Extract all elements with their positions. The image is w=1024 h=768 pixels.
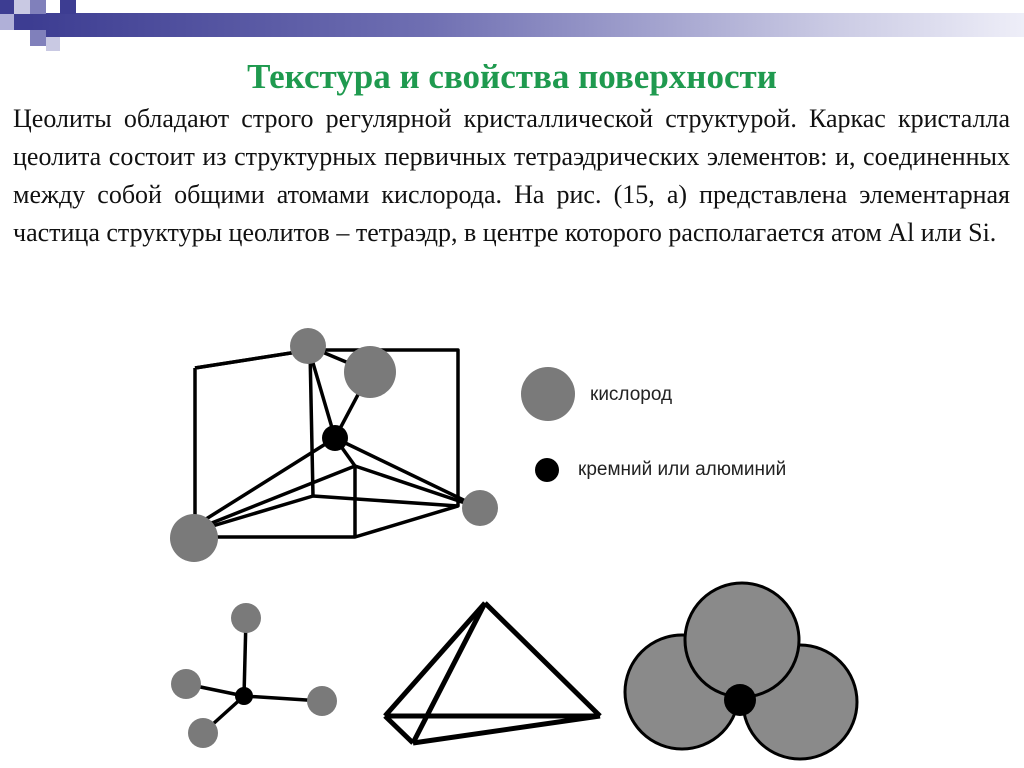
top-decor-bar	[30, 13, 1024, 37]
slide-paragraph: Цеолиты обладают строго регулярной кристаллической структурой. Каркас кристалла цеолита состоит из структурных первичных тетраэдрических элементов: и, соединенных между собой общими атомами кислорода. На рис. (15, а) представлена элементарная частица структуры цеолитов – тетраэдр, в центре которого располагается атом Al или Si.	[13, 104, 1010, 247]
oxygen-atom-icon	[685, 583, 799, 697]
decor-square	[14, 14, 30, 30]
decor-square	[46, 37, 60, 51]
oxygen-atom-icon	[307, 686, 337, 716]
legend-oxygen-icon	[521, 367, 575, 421]
decor-square	[30, 0, 46, 14]
silicon-atom-icon	[322, 425, 348, 451]
decor-square	[0, 14, 14, 30]
zeolite-structure-diagram	[150, 318, 870, 763]
legend-silicon-icon	[535, 458, 559, 482]
silicon-atom-icon	[724, 684, 756, 716]
oxygen-atom-icon	[344, 346, 396, 398]
legend-silicon-label: кремний или алюминий	[578, 459, 787, 480]
decor-square	[14, 0, 30, 14]
decor-square	[60, 0, 76, 14]
oxygen-atom-icon	[231, 603, 261, 633]
decor-square	[30, 30, 46, 46]
legend-oxygen-label: кислород	[590, 384, 673, 405]
oxygen-atom-icon	[188, 718, 218, 748]
oxygen-atom-icon	[171, 669, 201, 699]
oxygen-atom-icon	[170, 514, 218, 562]
slide-title: Текстура и свойства поверхности	[247, 57, 777, 96]
oxygen-atom-icon	[462, 490, 498, 526]
decor-square	[0, 0, 14, 14]
zeolite-figure	[150, 318, 870, 768]
silicon-atom-icon	[235, 687, 253, 705]
oxygen-atom-icon	[290, 328, 326, 364]
